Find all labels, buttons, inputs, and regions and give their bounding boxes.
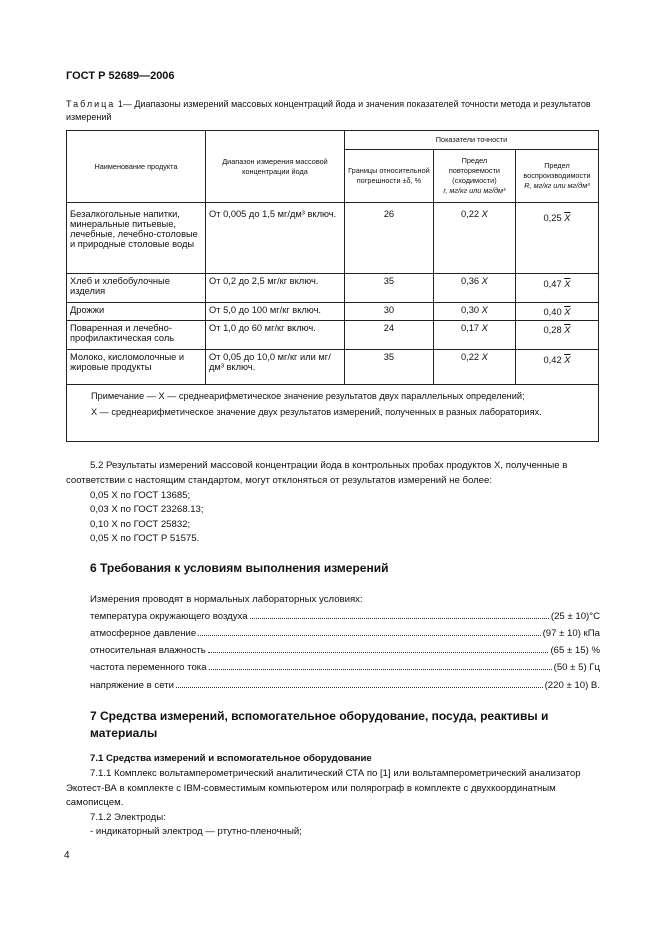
header-reproducibility-title: Предел воспроизводимости — [523, 161, 591, 180]
condition-label: частота переменного тока — [90, 662, 207, 673]
table-caption — [66, 98, 604, 124]
table-row — [67, 274, 599, 303]
x-symbol: X — [481, 276, 488, 286]
cell-product: Хлеб и хлебобулочные изделия — [67, 274, 206, 303]
table-row — [67, 303, 599, 321]
table-caption-word: Таблица — [66, 99, 116, 109]
x-bar-symbol: $\overline{X}$ — [564, 325, 571, 335]
cell-r — [433, 321, 515, 350]
header-repeatability-unit: r, мг/кг или мг/дм³ — [443, 186, 506, 195]
cell-delta: 24 — [345, 321, 434, 350]
note-line-2: X — среднеарифметическое значение двух результатов измерений, полученных в разных лабораториях. — [91, 407, 542, 417]
header-range: Диапазон измерения массовой концентрации йода — [206, 131, 345, 203]
paragraph-7-1-2: 7.1.2 Электроды: — [90, 812, 166, 823]
x-symbol: X — [481, 209, 488, 219]
condition-row — [90, 662, 600, 673]
table-row — [67, 350, 599, 385]
R-value: 0,25 — [543, 213, 562, 223]
r-value: 0,22 — [460, 209, 480, 219]
table-note — [67, 385, 599, 442]
r-value: 0,22 — [460, 352, 480, 362]
condition-row — [90, 628, 600, 639]
R-value: 0,47 — [543, 279, 562, 289]
cell-range: От 0,2 до 2,5 мг/кг включ. — [206, 274, 345, 303]
r-value: 0,36 — [460, 276, 480, 286]
table-row — [67, 203, 599, 274]
cell-delta: 30 — [345, 303, 434, 321]
cell-R — [515, 274, 598, 303]
cell-range: От 0,005 до 1,5 мг/дм³ включ. — [206, 203, 345, 274]
cell-r — [433, 203, 515, 274]
gost-list-item: 0,05 X по ГОСТ Р 51575. — [90, 533, 200, 544]
x-symbol: X — [481, 305, 488, 315]
cell-r — [433, 350, 515, 385]
condition-label: напряжение в сети — [90, 680, 174, 691]
subsection-7-1-title: 7.1 Средства измерений и вспомогательное оборудование — [90, 753, 372, 764]
condition-value: (25 ± 10)°С — [550, 611, 600, 622]
header-product: Наименование продукта — [67, 131, 206, 203]
header-reproducibility-unit: R, мг/кг или мг/дм³ — [524, 181, 590, 190]
header-repeatability-title: Предел повторяемости (сходимости) — [448, 156, 500, 185]
cell-R — [515, 303, 598, 321]
cell-r — [433, 274, 515, 303]
section-7-title: 7 Средства измерений, вспомогательное оборудование, посуда, реактивы и материалы — [90, 709, 549, 740]
document-header: ГОСТ Р 52689—2006 — [66, 70, 175, 82]
condition-label: температура окружающего воздуха — [90, 611, 248, 622]
x-bar-symbol: $\overline{X}$ — [564, 307, 571, 317]
R-value: 0,40 — [543, 307, 562, 317]
condition-row — [90, 680, 600, 691]
paragraph-7-1-1: 7.1.1 Комплекс вольтамперометрический аналитический СТА по [1] или вольтамперометрический анализатор Экотест-ВА в комплекте с IBM-совместимым компьютером или полярограф в комплекте с двухкоординатным самописцем. — [66, 768, 581, 808]
condition-row — [90, 611, 600, 622]
R-value: 0,42 — [543, 355, 562, 365]
cell-product: Дрожжи — [67, 303, 206, 321]
cell-range: От 1,0 до 60 мг/кг включ. — [206, 321, 345, 350]
r-value: 0,17 — [460, 323, 480, 333]
x-symbol: X — [481, 323, 488, 333]
cell-product: Молоко, кисломолочные и жировые продукты — [67, 350, 206, 385]
r-value: 0,30 — [460, 305, 480, 315]
x-bar-symbol: $\overline{X}$ — [564, 355, 571, 365]
header-reproducibility — [515, 150, 598, 203]
x-bar-symbol: $\overline{X}$ — [564, 213, 571, 223]
cell-delta: 26 — [345, 203, 434, 274]
page-number: 4 — [64, 850, 70, 861]
header-repeatability — [433, 150, 515, 203]
cell-R — [515, 350, 598, 385]
cell-product: Безалкогольные напитки, минеральные питьевые, лечебные, лечебно-столовые и природные столовые воды — [67, 203, 206, 274]
R-value: 0,28 — [543, 325, 562, 335]
table-caption-text: 1— Диапазоны измерений массовых концентраций йода и значения показателей точности метода и результатов измерений — [66, 99, 591, 122]
cell-R — [515, 203, 598, 274]
condition-label: относительная влажность — [90, 645, 206, 656]
condition-value: (220 ± 10) В. — [544, 680, 600, 691]
cell-r — [433, 303, 515, 321]
x-symbol: X — [481, 352, 488, 362]
electrode-item: - индикаторный электрод — ртутно-пленочный; — [90, 826, 302, 837]
paragraph-5-2: 5.2 Результаты измерений массовой концентрации йода в контрольных пробах продуктов X, полученные в соответствии с настоящим стандартом, могут отклоняться от результатов измерений не более: — [66, 460, 568, 486]
condition-row — [90, 645, 600, 656]
section-6-title: 6 Требования к условиям выполнения измерений — [90, 561, 389, 575]
header-error: Границы относительной погрешности ±δ, % — [345, 150, 434, 203]
gost-list-item: 0,05 X по ГОСТ 13685; — [90, 490, 191, 501]
header-indicators: Показатели точности — [345, 131, 599, 150]
condition-value: (65 ± 15) % — [550, 645, 600, 656]
condition-value: (97 ± 10) кПа — [542, 628, 600, 639]
gost-list-item: 0,10 X по ГОСТ 25832; — [90, 519, 191, 530]
cell-delta: 35 — [345, 274, 434, 303]
accuracy-table — [66, 130, 599, 442]
gost-list-item: 0,03 X по ГОСТ 23268.13; — [90, 504, 204, 515]
condition-value: (50 ± 5) Гц — [553, 662, 600, 673]
x-bar-symbol: $\overline{X}$ — [564, 279, 571, 289]
cell-delta: 35 — [345, 350, 434, 385]
note-line-1: Примечание — X — среднеарифметическое значение результатов двух параллельных определений; — [91, 391, 525, 401]
condition-label: атмосферное давление — [90, 628, 197, 639]
cell-range: От 5,0 до 100 мг/кг включ. — [206, 303, 345, 321]
cell-range: От 0,05 до 10,0 мг/кг или мг/дм³ включ. — [206, 350, 345, 385]
conditions-intro: Измерения проводят в нормальных лабораторных условиях: — [90, 594, 363, 605]
table-row — [67, 321, 599, 350]
cell-R — [515, 321, 598, 350]
cell-product: Поваренная и лечебно-профилактическая соль — [67, 321, 206, 350]
